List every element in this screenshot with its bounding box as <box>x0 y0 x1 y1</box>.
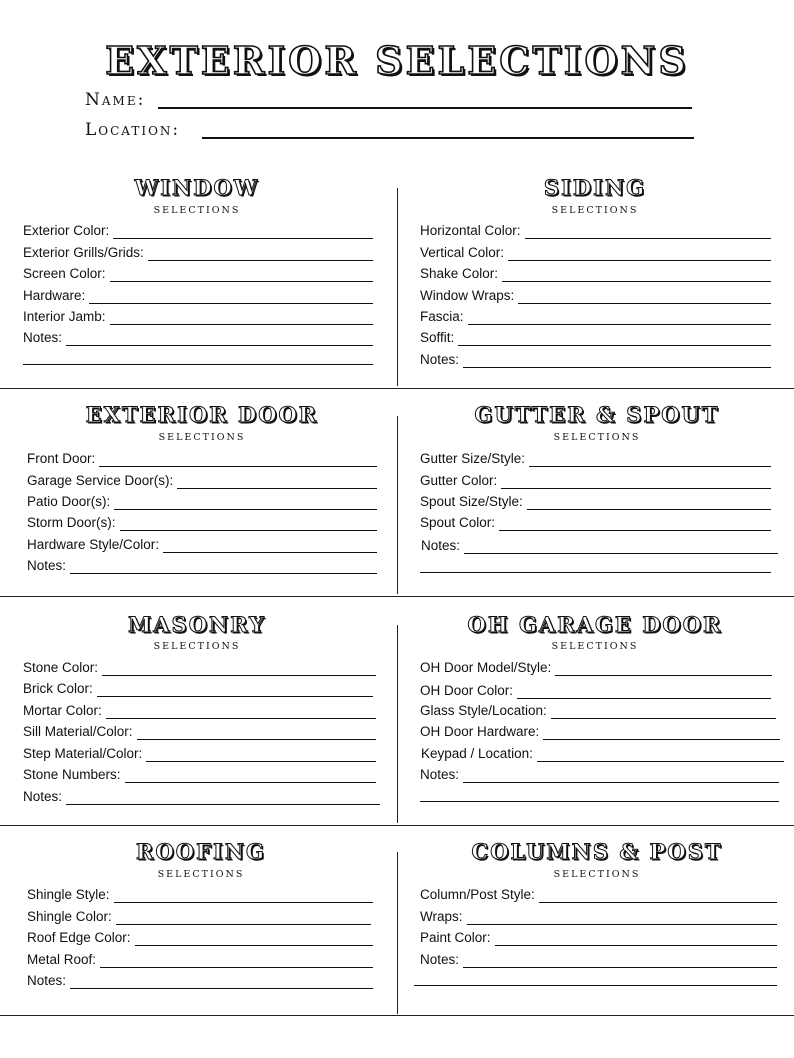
field-label: Patio Door(s): <box>27 494 111 509</box>
field-row[interactable] <box>420 330 771 346</box>
field-line[interactable] <box>468 312 771 325</box>
section-title-garage: OH GARAGE DOOR <box>467 612 723 637</box>
field-row[interactable] <box>421 538 778 554</box>
field-label: Gutter Color: <box>420 473 498 488</box>
field-row[interactable] <box>420 245 771 261</box>
field-label: Gutter Size/Style: <box>420 451 526 466</box>
field-label: Spout Size/Style: <box>420 494 523 509</box>
field-row[interactable] <box>27 909 371 925</box>
name-field[interactable] <box>158 107 692 109</box>
field-row[interactable] <box>27 558 377 574</box>
notes-extra-line[interactable] <box>414 985 777 986</box>
field-line[interactable] <box>527 497 771 510</box>
field-line[interactable] <box>502 269 771 282</box>
field-row[interactable] <box>27 952 373 968</box>
field-row[interactable] <box>23 223 373 239</box>
field-line[interactable] <box>137 727 376 740</box>
field-label: Exterior Grills/Grids: <box>23 245 144 260</box>
field-line[interactable] <box>525 226 771 239</box>
field-label: Step Material/Color: <box>23 746 143 761</box>
field-line[interactable] <box>458 333 771 346</box>
page-title: EXTERIOR SELECTIONS <box>105 38 689 83</box>
field-label: Mortar Color: <box>23 703 102 718</box>
field-line[interactable] <box>99 454 377 467</box>
section-title-masonry: MASONRY <box>128 612 266 637</box>
section-title-columns: COLUMNS & POST <box>471 839 723 864</box>
field-row[interactable] <box>420 451 771 467</box>
field-label: Front Door: <box>27 451 96 466</box>
section-subtitle-masonry: SELECTIONS <box>153 641 241 652</box>
divider-row-1 <box>0 388 794 389</box>
field-label: Notes: <box>420 352 460 367</box>
field-label: Notes: <box>27 973 67 988</box>
field-label: Sill Material/Color: <box>23 724 133 739</box>
field-line[interactable] <box>551 706 776 719</box>
field-line[interactable] <box>501 476 771 489</box>
field-row[interactable] <box>420 515 771 531</box>
field-row[interactable] <box>23 309 373 325</box>
field-label: Horizontal Color: <box>420 223 521 238</box>
field-row[interactable] <box>23 330 373 346</box>
field-label: Notes: <box>420 767 460 782</box>
field-row[interactable] <box>420 494 771 510</box>
field-line[interactable] <box>467 912 777 925</box>
field-line[interactable] <box>463 770 779 783</box>
field-row[interactable] <box>27 537 377 553</box>
divider-col-3 <box>397 625 398 823</box>
field-label: Screen Color: <box>23 266 106 281</box>
field-line[interactable] <box>113 226 373 239</box>
field-line[interactable] <box>518 291 771 304</box>
field-label: Notes: <box>421 538 461 553</box>
field-row[interactable] <box>420 724 780 740</box>
field-row[interactable] <box>27 930 373 946</box>
divider-col-2 <box>397 416 398 594</box>
field-label: Metal Roof: <box>27 952 97 967</box>
field-line[interactable] <box>97 684 373 697</box>
field-line[interactable] <box>110 312 373 325</box>
field-row[interactable] <box>27 494 377 510</box>
field-line[interactable] <box>539 890 777 903</box>
field-label: Shingle Style: <box>27 887 110 902</box>
field-line[interactable] <box>529 454 771 467</box>
field-label: Notes: <box>23 789 63 804</box>
field-row[interactable] <box>23 266 373 282</box>
field-row[interactable] <box>420 909 777 925</box>
field-line[interactable] <box>70 976 373 989</box>
field-row[interactable] <box>421 746 784 762</box>
field-label: Glass Style/Location: <box>420 703 547 718</box>
field-label: Notes: <box>27 558 67 573</box>
field-label: OH Door Model/Style: <box>420 660 552 675</box>
field-label: Garage Service Door(s): <box>27 473 174 488</box>
field-line[interactable] <box>116 912 371 925</box>
field-line[interactable] <box>499 518 771 531</box>
field-line[interactable] <box>508 248 771 261</box>
field-row[interactable] <box>420 473 771 489</box>
field-line[interactable] <box>66 792 380 805</box>
field-row[interactable] <box>27 973 373 989</box>
field-line[interactable] <box>102 663 376 676</box>
section-subtitle-roofing: SELECTIONS <box>157 869 245 880</box>
section-title-exterior-door: EXTERIOR DOOR <box>85 402 319 427</box>
field-line[interactable] <box>114 497 377 510</box>
field-label: Wraps: <box>420 909 463 924</box>
field-label: Fascia: <box>420 309 464 324</box>
section-subtitle-window: SELECTIONS <box>153 205 241 216</box>
section-subtitle-gutter: SELECTIONS <box>553 432 641 443</box>
notes-extra-line[interactable] <box>420 801 779 802</box>
field-label: Vertical Color: <box>420 245 505 260</box>
field-row[interactable] <box>420 703 776 719</box>
field-label: Paint Color: <box>420 930 491 945</box>
field-label: Exterior Color: <box>23 223 110 238</box>
field-line[interactable] <box>463 355 771 368</box>
section-title-roofing: ROOFING <box>136 839 266 864</box>
section-title-gutter: GUTTER & SPOUT <box>474 402 720 427</box>
field-label: OH Door Hardware: <box>420 724 540 739</box>
field-label: Shingle Color: <box>27 909 112 924</box>
field-label: Hardware Style/Color: <box>27 537 160 552</box>
field-row[interactable] <box>27 887 373 903</box>
field-row[interactable] <box>420 887 777 903</box>
field-row[interactable] <box>420 352 771 368</box>
field-line[interactable] <box>555 663 772 676</box>
section-subtitle-columns: SELECTIONS <box>553 869 641 880</box>
notes-extra-line[interactable] <box>23 364 373 365</box>
field-line[interactable] <box>463 955 777 968</box>
field-label: Spout Color: <box>420 515 496 530</box>
field-line[interactable] <box>106 706 376 719</box>
field-row[interactable] <box>23 724 376 740</box>
field-row[interactable] <box>420 952 777 968</box>
field-row[interactable] <box>23 288 373 304</box>
field-row[interactable] <box>420 266 771 282</box>
field-line[interactable] <box>537 749 784 762</box>
section-subtitle-garage: SELECTIONS <box>551 641 639 652</box>
field-label: Interior Jamb: <box>23 309 106 324</box>
field-label: Notes: <box>420 952 460 967</box>
field-row[interactable] <box>420 930 777 946</box>
field-label: Column/Post Style: <box>420 887 535 902</box>
field-label: Soffit: <box>420 330 455 345</box>
section-subtitle-exterior-door: SELECTIONS <box>158 432 246 443</box>
field-row[interactable] <box>420 767 779 783</box>
field-row[interactable] <box>27 451 377 467</box>
divider-row-4 <box>0 1015 794 1016</box>
field-line[interactable] <box>100 955 373 968</box>
field-row[interactable] <box>23 789 380 805</box>
field-row[interactable] <box>23 660 376 676</box>
field-line[interactable] <box>66 333 373 346</box>
field-label: Hardware: <box>23 288 86 303</box>
section-title-window: WINDOW <box>134 175 260 200</box>
notes-extra-line[interactable] <box>420 572 771 573</box>
field-label: OH Door Color: <box>420 683 514 698</box>
field-row[interactable] <box>27 473 377 489</box>
field-label: Keypad / Location: <box>421 746 533 761</box>
section-title-siding: SIDING <box>543 175 647 200</box>
field-label: Shake Color: <box>420 266 499 281</box>
field-row[interactable] <box>23 681 373 697</box>
field-line[interactable] <box>148 248 373 261</box>
field-line[interactable] <box>464 541 778 554</box>
field-line[interactable] <box>517 686 771 699</box>
field-row[interactable] <box>420 309 771 325</box>
field-row[interactable] <box>27 515 377 531</box>
field-line[interactable] <box>89 291 373 304</box>
divider-col-1 <box>397 188 398 386</box>
field-label: Window Wraps: <box>420 288 515 303</box>
field-label: Stone Color: <box>23 660 99 675</box>
field-row[interactable] <box>420 660 772 676</box>
section-subtitle-siding: SELECTIONS <box>551 205 639 216</box>
field-label: Brick Color: <box>23 681 93 696</box>
field-label: Storm Door(s): <box>27 515 116 530</box>
field-label: Stone Numbers: <box>23 767 121 782</box>
field-line[interactable] <box>146 749 376 762</box>
field-line[interactable] <box>125 770 376 783</box>
field-row[interactable] <box>23 245 373 261</box>
field-line[interactable] <box>135 933 373 946</box>
field-line[interactable] <box>163 540 377 553</box>
field-label: Notes: <box>23 330 63 345</box>
field-row[interactable] <box>23 703 376 719</box>
field-line[interactable] <box>120 518 377 531</box>
divider-row-3 <box>0 825 794 826</box>
field-row[interactable] <box>420 683 771 699</box>
divider-col-4 <box>397 852 398 1014</box>
location-label: Location: <box>85 120 181 140</box>
field-row[interactable] <box>23 767 376 783</box>
field-line[interactable] <box>70 561 377 574</box>
field-line[interactable] <box>177 476 377 489</box>
field-line[interactable] <box>543 727 780 740</box>
field-line[interactable] <box>114 890 373 903</box>
field-row[interactable] <box>420 288 771 304</box>
field-label: Roof Edge Color: <box>27 930 131 945</box>
divider-row-2 <box>0 596 794 597</box>
name-label: Name: <box>85 90 146 110</box>
field-line[interactable] <box>495 933 777 946</box>
field-row[interactable] <box>23 746 376 762</box>
location-field[interactable] <box>202 137 694 139</box>
field-line[interactable] <box>110 269 373 282</box>
field-row[interactable] <box>420 223 771 239</box>
